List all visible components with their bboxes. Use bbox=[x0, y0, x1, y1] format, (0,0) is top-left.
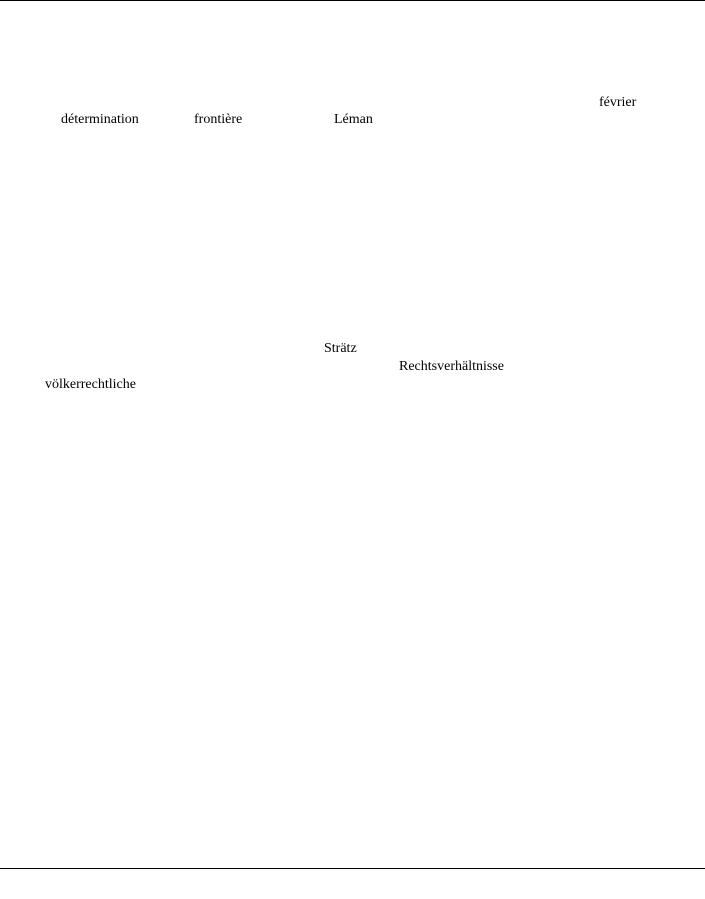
bottom-rule bbox=[0, 868, 705, 869]
top-rule bbox=[0, 0, 705, 1]
word-fevrier: février bbox=[599, 95, 637, 110]
word-stratz: Strätz bbox=[324, 341, 357, 356]
word-determination: détermination bbox=[61, 112, 139, 127]
word-rechtsverhaeltnisse: Rechtsverhältnisse bbox=[399, 359, 504, 374]
word-voelkerrechtliche: völkerrechtliche bbox=[45, 377, 136, 392]
word-frontiere: frontière bbox=[194, 112, 243, 127]
word-leman: Léman bbox=[334, 112, 373, 127]
